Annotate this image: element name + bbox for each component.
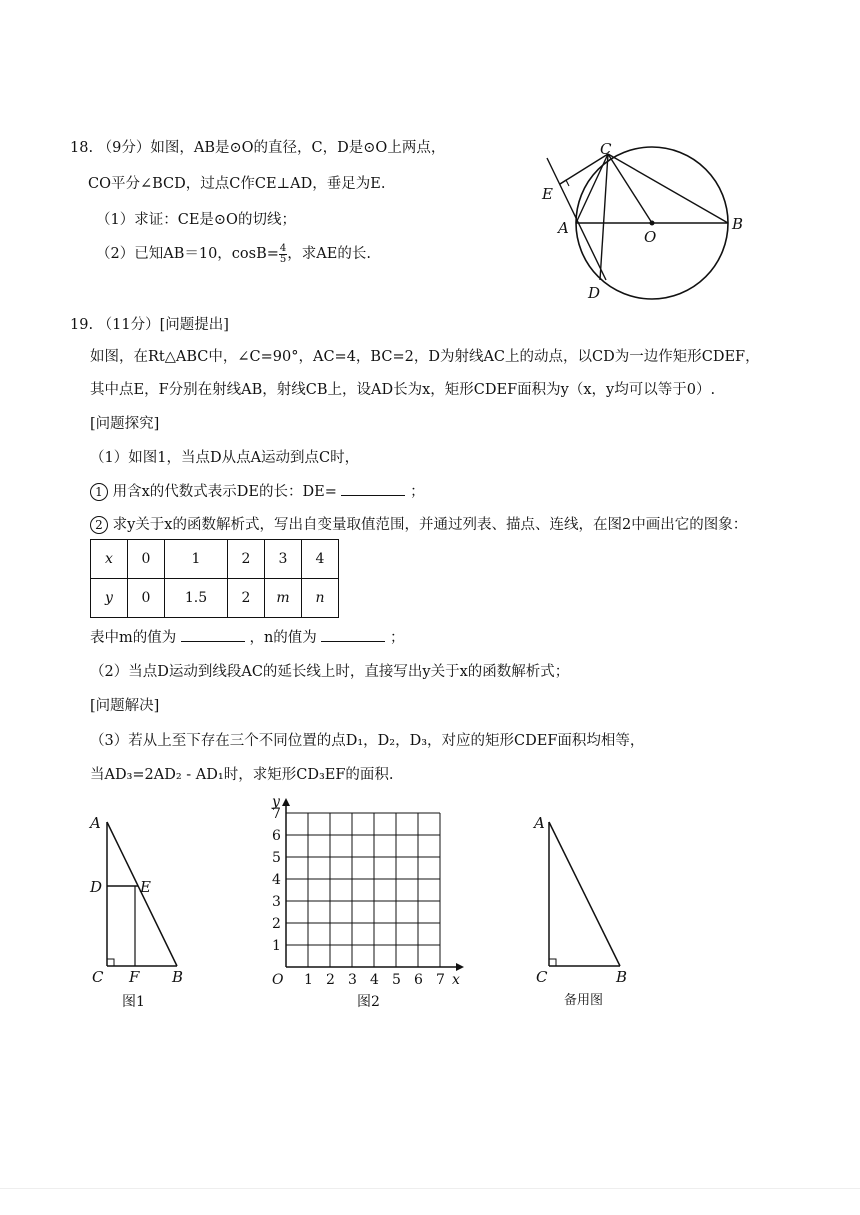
value-table	[90, 539, 339, 618]
q19-sub1	[90, 480, 425, 501]
q18-part1: （1）求证：CE是⊙O的切线；	[96, 212, 296, 228]
label-a: A	[534, 814, 545, 832]
figure-2-caption: 图2	[357, 994, 380, 1010]
figure-2-grid	[262, 792, 472, 1018]
q19-part3b: 当AD₃=2AD₂ - AD₁时，求矩形CD₃EF的面积.	[90, 767, 394, 783]
q19-intro2: 其中点E，F分别在射线AB，射线CB上，设AD长为x，矩形CDEF面积为y（x，y均可以等于0）.	[90, 382, 716, 398]
sub1-end: ；	[410, 484, 425, 500]
table-row-x	[91, 540, 339, 579]
label-b: B	[616, 968, 628, 986]
table-cell: y	[91, 579, 128, 618]
q18-circle-figure	[520, 130, 780, 310]
x-tick-label: 4	[370, 972, 379, 988]
figure-backup	[528, 808, 648, 1018]
y-axis-label: y	[272, 794, 280, 810]
right-angle-e	[560, 180, 569, 186]
sub1-text: 用含x的代数式表示DE的长：DE=	[112, 484, 337, 500]
segment-ab	[549, 822, 620, 966]
table-cell: 1	[165, 540, 228, 579]
x-tick-label: 1	[304, 972, 313, 988]
table-note-a: 表中m的值为	[90, 630, 177, 646]
circled-number-1: 1	[90, 483, 108, 501]
y-tick-labels	[272, 806, 281, 954]
q19-part2: （2）当点D运动到线段AC的延长线上时，直接写出y关于x的函数解析式；	[90, 664, 570, 680]
x-tick-label: 5	[392, 972, 401, 988]
point-o	[650, 221, 655, 226]
answer-blank-n[interactable]	[321, 629, 385, 642]
answer-blank-m[interactable]	[181, 629, 245, 642]
label-d: D	[90, 878, 103, 896]
q18-part2-tail: ，求AE的长.	[287, 246, 371, 262]
label-e: E	[140, 878, 151, 896]
y-tick-label: 6	[272, 828, 281, 844]
y-tick-label: 2	[272, 916, 281, 932]
q19-part3: （3）若从上至下存在三个不同位置的点D₁，D₂，D₃，对应的矩形CDEF面积均相等，	[90, 733, 645, 749]
section-solve: [问题解决]	[90, 698, 160, 714]
segment-co	[608, 154, 652, 223]
table-row-y	[91, 579, 339, 618]
y-tick-label: 5	[272, 850, 281, 866]
q18-header: 18. （9分）如图，AB是⊙O的直径，C，D是⊙O上两点，	[70, 140, 446, 156]
y-axis-arrow	[282, 798, 290, 806]
x-axis-label: x	[452, 972, 460, 988]
right-angle-c	[549, 959, 556, 966]
answer-blank-de[interactable]	[341, 483, 405, 496]
table-note-c: ；	[390, 630, 405, 646]
table-cell: x	[91, 540, 128, 579]
label-f: F	[129, 968, 140, 986]
label-e: E	[542, 185, 553, 203]
segment-cd	[600, 154, 608, 280]
table-cell: 2	[228, 540, 265, 579]
figure-backup-caption: 备用图	[564, 993, 604, 1008]
label-b: B	[732, 215, 744, 233]
table-cell: 1.5	[165, 579, 228, 618]
table-cell: 4	[302, 540, 339, 579]
section-explore: [问题探究]	[90, 416, 160, 432]
figure-1	[82, 808, 202, 1018]
segment-cb	[608, 154, 728, 223]
circled-number-2: 2	[90, 516, 108, 534]
table-cell: n	[302, 579, 339, 618]
table-cell: m	[265, 579, 302, 618]
fraction-denominator: 5	[279, 253, 287, 265]
y-tick-label: 1	[272, 938, 281, 954]
right-angle-c	[107, 959, 114, 966]
sub2-text: 求y关于x的函数解析式，写出自变量取值范围，并通过列表、描点、连线，在图2中画出它的图象：	[112, 517, 748, 533]
label-c: C	[536, 968, 548, 986]
label-c: C	[92, 968, 104, 986]
page-bottom-rule	[0, 1188, 860, 1189]
q19-part1: （1）如图1，当点D从点A运动到点C时，	[90, 450, 360, 466]
table-cell: 2	[228, 579, 265, 618]
q19-intro1: 如图，在Rt△ABC中，∠C=90°，AC=4，BC=2，D为射线AC上的动点，以CD为一边作矩形CDEF，	[90, 349, 760, 365]
table-cell: 0	[128, 540, 165, 579]
q19-header: 19. （11分）[问题提出]	[70, 317, 229, 333]
y-tick-label: 3	[272, 894, 281, 910]
table-cell: 0	[128, 579, 165, 618]
table-note-b: ，n的值为	[249, 630, 317, 646]
y-tick-label: 7	[272, 806, 281, 822]
x-tick-label: 3	[348, 972, 357, 988]
x-tick-label: 7	[436, 972, 445, 988]
label-a: A	[90, 814, 101, 832]
label-d: D	[588, 284, 601, 302]
label-b: B	[172, 968, 184, 986]
x-tick-label: 2	[326, 972, 335, 988]
figure-1-caption: 图1	[122, 994, 145, 1010]
q18-part2-text: （2）已知AB＝10，cosB=	[96, 246, 279, 262]
label-c: C	[600, 140, 612, 158]
label-a: A	[558, 219, 569, 237]
q18-part2	[96, 242, 371, 265]
label-o: O	[644, 228, 657, 246]
table-cell: 3	[265, 540, 302, 579]
q18-line2: CO平分∠BCD，过点C作CE⊥AD，垂足为E.	[88, 176, 386, 192]
q19-sub2	[90, 513, 747, 534]
y-tick-label: 4	[272, 872, 281, 888]
x-axis-arrow	[456, 963, 464, 971]
fraction-numerator: 4	[279, 242, 287, 254]
x-tick-label: 6	[414, 972, 423, 988]
table-note	[90, 626, 405, 647]
grid-lines	[286, 813, 440, 967]
origin-label: O	[272, 972, 284, 988]
x-tick-labels	[304, 972, 445, 988]
